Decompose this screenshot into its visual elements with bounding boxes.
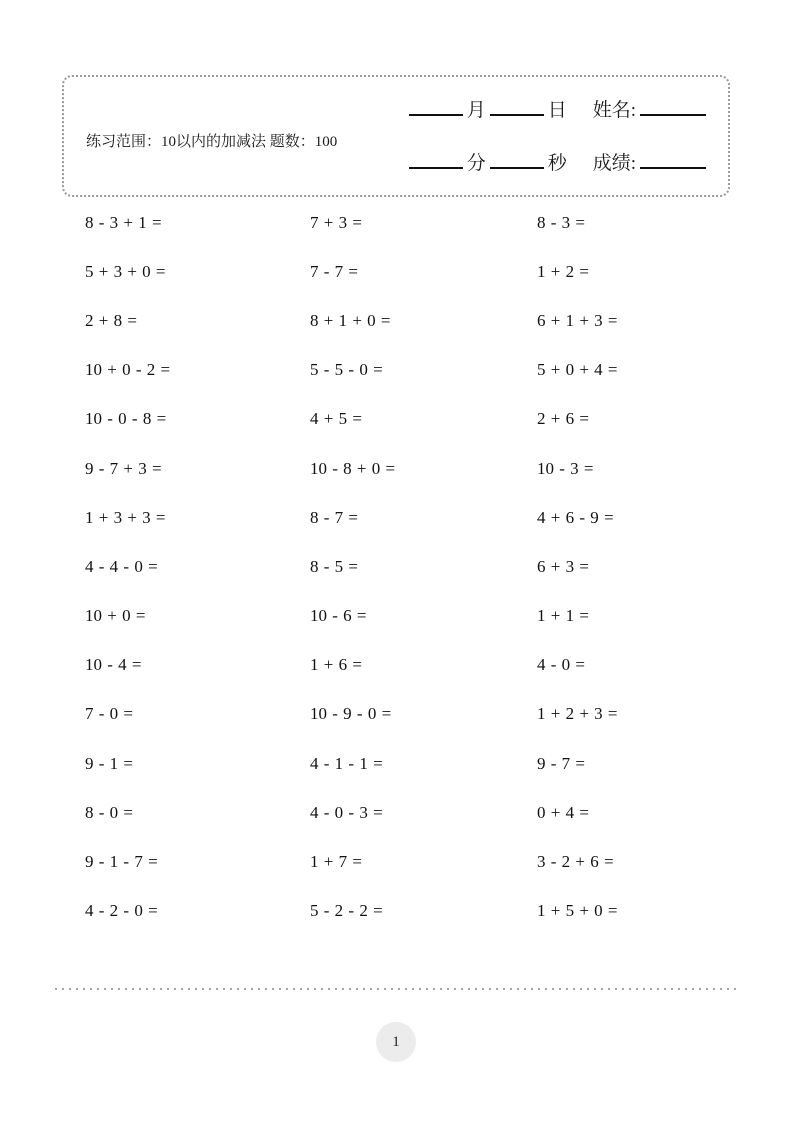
date-name-row [405,95,710,122]
page-number: 1 [392,1033,400,1050]
problem: 10 - 6 = [310,606,367,626]
problem: 4 + 5 = [310,409,362,429]
problem: 5 - 5 - 0 = [310,360,383,380]
problem: 2 + 8 = [85,310,137,330]
problem: 10 - 8 + 0 = [310,458,396,478]
problem: 8 - 7 = [310,507,358,527]
problem: 0 + 4 = [537,802,589,822]
month-blank-line [409,100,463,116]
score-label: 成绩: [592,153,636,174]
problem: 7 - 0 = [85,704,133,724]
problem: 1 + 7 = [310,852,362,872]
problem: 1 + 2 = [537,261,589,281]
name-label: 姓名: [592,100,636,121]
problem: 8 - 3 + 1 = [85,212,162,232]
minute-label: 分 [466,153,486,174]
problem: 4 - 0 = [537,655,585,675]
problem: 9 - 7 = [537,753,585,773]
problem: 8 - 0 = [85,802,133,822]
problem: 1 + 1 = [537,606,589,626]
time-score-row [405,148,710,175]
problem: 10 + 0 = [85,606,146,626]
problem: 9 - 1 = [85,753,133,773]
problem: 8 + 1 + 0 = [310,310,391,330]
problem: 1 + 5 + 0 = [537,901,618,921]
problem: 1 + 2 + 3 = [537,704,618,724]
problem: 10 + 0 - 2 = [85,360,171,380]
second-blank-line [490,153,544,169]
problem: 6 + 1 + 3 = [537,310,618,330]
worksheet-header [62,75,730,197]
problem: 10 - 4 = [85,655,142,675]
footer-divider [55,988,741,990]
problem: 5 + 3 + 0 = [85,261,166,281]
practice-range-text: 练习范围：10以内的加减法 题数：100 [86,134,338,150]
minute-blank-line [409,153,463,169]
problem: 10 - 0 - 8 = [85,409,167,429]
problem: 7 - 7 = [310,261,358,281]
problem: 4 - 1 - 1 = [310,753,383,773]
problem: 5 - 2 - 2 = [310,901,383,921]
page-number-badge [376,1022,416,1062]
problem: 10 - 9 - 0 = [310,704,392,724]
day-label: 日 [547,100,567,121]
problem: 4 - 0 - 3 = [310,802,383,822]
day-blank-line [490,100,544,116]
problem: 6 + 3 = [537,556,589,576]
problem: 4 - 2 - 0 = [85,901,158,921]
problem: 9 - 1 - 7 = [85,852,158,872]
problems-grid [85,198,745,936]
problem: 4 + 6 - 9 = [537,507,614,527]
score-blank-line [640,153,706,169]
header-fill-in-fields [405,95,710,175]
problem: 3 - 2 + 6 = [537,852,614,872]
second-label: 秒 [547,153,567,174]
problem: 5 + 0 + 4 = [537,360,618,380]
name-blank-line [640,100,706,116]
problem: 9 - 7 + 3 = [85,458,162,478]
problem: 1 + 3 + 3 = [85,507,166,527]
problem: 4 - 4 - 0 = [85,556,158,576]
problem: 10 - 3 = [537,458,594,478]
problem: 8 - 5 = [310,556,358,576]
problem: 2 + 6 = [537,409,589,429]
problem: 1 + 6 = [310,655,362,675]
problem: 8 - 3 = [537,212,585,232]
month-label: 月 [466,100,486,121]
problem: 7 + 3 = [310,212,362,232]
